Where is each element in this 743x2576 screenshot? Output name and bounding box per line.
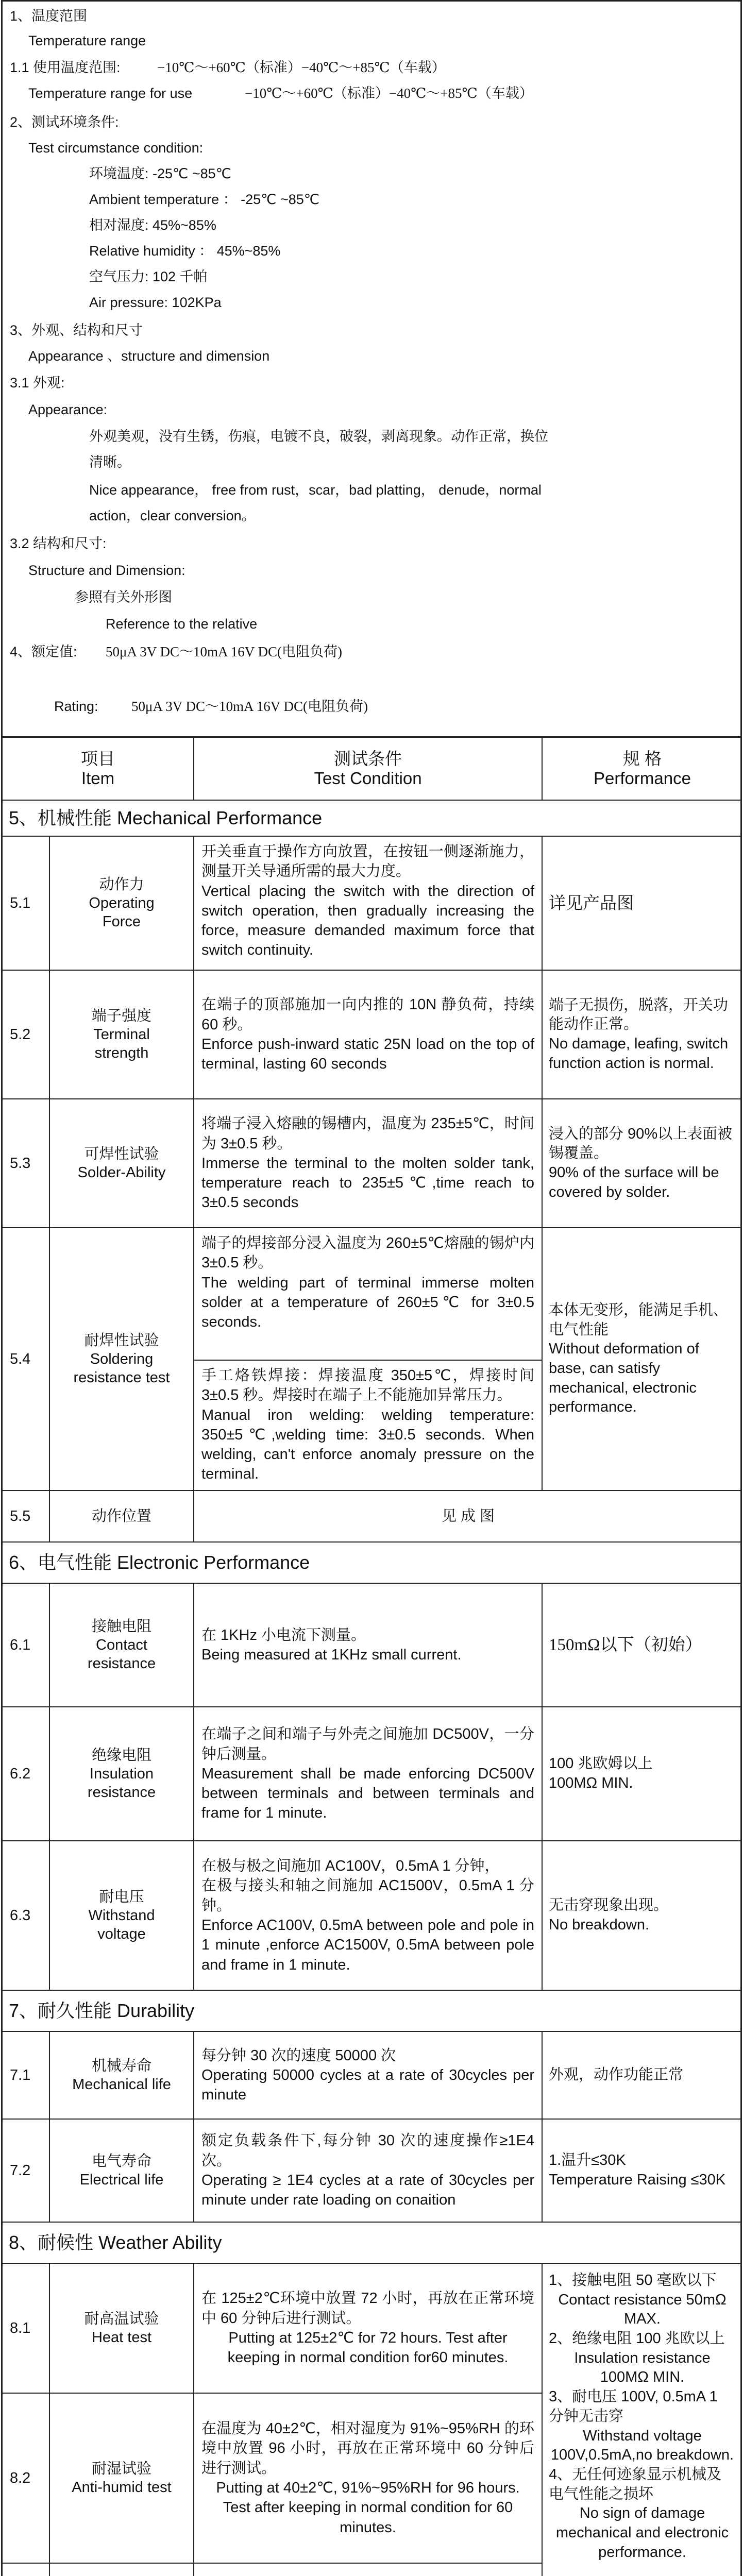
header-item-cn: 项目 [81, 749, 115, 769]
performance-withstand: 3、耐电压 100V, 0.5mA 1 分钟无击穿 [549, 2388, 718, 2425]
condition-cell [194, 2394, 542, 2563]
item-en: Anti-humid test [72, 2479, 172, 2496]
item-cell [50, 1707, 193, 1840]
item-cn: 耐湿试验 [91, 2460, 151, 2477]
table-row-5-3 [3, 1098, 740, 1227]
rating-value: 50μA 3V DC～10mA 16V DC(电阻负荷) [131, 699, 368, 714]
item-en-2: Force [102, 913, 141, 930]
table-row-7-2 [3, 2119, 740, 2222]
condition-en: Enforce push-inward static 25N load on the top of terminal, lasting 60 seconds [201, 1036, 534, 1073]
item-cell [50, 971, 193, 1098]
item-en-2: resistance [87, 1655, 156, 1672]
performance-en: No breakdown. [549, 1917, 650, 1933]
performance-cell [543, 1584, 742, 1706]
performance-cell [543, 1228, 742, 1490]
performance-cell [543, 1841, 742, 1990]
condition-en: Manual iron welding: welding temperature: 350±5℃,welding time: 3±0.5 seconds. When welding, can't enforce anomaly pressure on the terminal. [201, 1406, 534, 1483]
condition-en: Operating 50000 cycles at a rate of 30cycles per minute [201, 2066, 534, 2104]
condition-text: 见 成 图 [441, 1507, 495, 1524]
section-3-english: Appearance 、structure and dimension [28, 348, 270, 364]
item-cell [50, 1491, 193, 1541]
table-row-8-2 [3, 2393, 542, 2563]
item-en-1: Operating [89, 894, 155, 911]
table-row-6-3 [3, 1840, 740, 1990]
section-5-heading: 5、机械性能 Mechanical Performance [3, 800, 740, 836]
header-condition-en: Test Condition [314, 769, 422, 788]
performance-text: 外观，动作功能正常 [549, 2066, 684, 2083]
section-1-title: 1、温度范围 [10, 8, 88, 24]
table-row-6-1 [3, 1583, 740, 1706]
section-8-heading: 8、耐候性 Weather Ability [3, 2222, 740, 2263]
header-item [3, 738, 193, 800]
performance-cn: 无击穿现象出现。 [549, 1897, 669, 1914]
row-number [3, 2564, 49, 2576]
ambient-temp: Ambient temperature ： -25℃ ~85℃ [89, 192, 320, 207]
performance-text: 详见产品图 [549, 893, 634, 912]
item-cell [50, 1228, 193, 1490]
table-row-8-1 [3, 2264, 542, 2393]
performance-cn: 1.温升≤30K [549, 2152, 626, 2169]
section-2-title: 2、测试环境条件: [10, 114, 119, 130]
condition-cell [194, 1099, 542, 1227]
condition-cell [194, 2032, 542, 2119]
performance-en: Temperature Raising ≤30K [549, 2172, 726, 2188]
appearance-en-line-2: action，clear conversion。 [89, 508, 256, 523]
condition-en: Being measured at 1KHz small current. [201, 1647, 462, 1663]
table-header [3, 738, 740, 800]
item-cn: 可焊性试验 [84, 1145, 159, 1162]
performance-cn: 浸入的部分 90%以上表面被锡覆盖。 [549, 1125, 733, 1162]
temp-range-use-en-label: Temperature range for use [28, 86, 193, 101]
condition-en: Putting at 40±2℃, 91%~95%RH for 96 hours. Test after keeping in normal condition for 60 minutes. [216, 2480, 520, 2536]
structure-reference-cn: 参照有关外形图 [75, 589, 172, 605]
item-en-1: Insulation [89, 1765, 154, 1782]
row-number: 5.3 [10, 1155, 31, 1172]
performance-cell [543, 971, 742, 1098]
item-cn: 接触电阻 [91, 1618, 151, 1635]
row-number: 6.2 [10, 1765, 31, 1782]
condition-cn: 在 1KHz 小电流下测量。 [201, 1626, 366, 1643]
performance-cn: 100 兆欧姆以上 [549, 1755, 653, 1772]
performance-no-damage-en: No sign of damage mechanical and electronic performance. [555, 2505, 729, 2561]
performance-cell [543, 1099, 742, 1227]
header-performance [543, 738, 742, 800]
item-cell [50, 1841, 193, 1990]
condition-cell [194, 1228, 542, 1490]
rating-label: Rating: [54, 699, 98, 714]
item-cn: 耐焊性试验 [84, 1332, 159, 1349]
item-en: Solder-Ability [77, 1164, 166, 1181]
performance-contact-en: Contact resistance 50mΩ MAX. [558, 2291, 727, 2328]
condition-immersion [194, 1228, 542, 1360]
row-number: 8.1 [10, 2319, 31, 2336]
item-cn: 动作位置 [91, 1507, 151, 1524]
item-en-2: voltage [97, 1926, 146, 1943]
performance-no-damage: 4、无任何迹象显示机械及电气性能之损坏 [549, 2466, 722, 2502]
condition-cell [194, 2120, 542, 2222]
row-number: 5.2 [10, 1026, 31, 1043]
table-row-6-2 [3, 1706, 740, 1840]
spec-intro-box [1, 0, 742, 738]
row-number: 5.1 [10, 894, 31, 911]
condition-cn-1: 在极与极之间施加 AC100V，0.5mA 1 分钟， [201, 1858, 500, 1875]
item-en-1: Withstand [88, 1907, 155, 1924]
condition-manual-iron [194, 1360, 542, 1491]
performance-text: 150mΩ以下（初始） [549, 1635, 702, 1654]
row-number: 5.5 [10, 1507, 31, 1524]
item-cell [50, 2032, 193, 2119]
header-performance-cn: 规 格 [622, 749, 662, 769]
env-temp: 环境温度: -25℃ ~85℃ [89, 166, 231, 181]
condition-cn: 端子的焊接部分浸入温度为 260±5℃熔融的锡炉内 3±0.5 秒。 [201, 1235, 534, 1272]
condition-cn: 在端子之间和端子与外壳之间施加 DC500V，一分钟后测量。 [201, 1726, 534, 1762]
condition-cell [194, 1841, 542, 1990]
condition-cn: 在端子的顶部施加一向内推的 10N 静负荷，持续 60 秒。 [201, 996, 534, 1033]
table-row-5-4 [3, 1227, 740, 1490]
structure-reference-en: Reference to the relative [106, 616, 258, 632]
row-number: 7.2 [10, 2162, 31, 2179]
condition-en: Immerse the terminal to the molten solder tank, temperature reach to 235±5℃,time reach to 3±0.5 seconds [201, 1155, 534, 1211]
table-row-7-1 [3, 2031, 740, 2119]
condition-en: Operating ≥ 1E4 cycles at a rate of 30cycles per minute under rate loading on conaition [201, 2172, 534, 2209]
table-row-5-2 [3, 970, 740, 1098]
performance-cn: 本体无变形，能满足手机、电气性能 [549, 1301, 729, 1338]
item-cn: 端子强度 [91, 1007, 151, 1024]
item-cell [50, 2564, 193, 2576]
section-4-title: 4、额定值: [10, 644, 77, 659]
performance-insulation-en: Insulation resistance 100MΩ MIN. [574, 2349, 711, 2386]
section-2-english: Test circumstance condition: [28, 140, 204, 156]
performance-en: Without deformation of base, can satisfy mechanical, electronic performance. [549, 1341, 699, 1416]
item-cell [50, 1099, 193, 1227]
section-1-english: Temperature range [28, 33, 146, 48]
performance-contact: 1、接触电阻 50 毫欧以下 [549, 2272, 717, 2289]
condition-cn: 在温度为 40±2℃，相对湿度为 91%~95%RH 的环境中放置 96 小时，再放在正常环境中 60 分钟后进行测试。 [201, 2420, 534, 2477]
item-en-1: Terminal [93, 1026, 150, 1043]
condition-cell [194, 2564, 542, 2576]
performance-table [1, 738, 742, 2576]
item-cn: 耐高温试验 [84, 2310, 159, 2327]
performance-cn: 端子无损伤，脱落，开关功能动作正常。 [549, 996, 729, 1033]
performance-en: 90% of the surface will be covered by solder. [549, 1164, 719, 1200]
condition-en: Vertical placing the switch with the direction of switch operation, then gradually increasing the force, measure demanded maximum force that switch continuity. [201, 883, 534, 959]
performance-withstand-en: Withstand voltage 100V,0.5mA,no breakdown. [550, 2427, 734, 2464]
appearance-cn-line-2: 清晰。 [89, 454, 131, 470]
condition-cell [194, 2264, 542, 2393]
item-cn: 机械寿命 [91, 2057, 151, 2074]
rating-value-cn: 50μA 3V DC～10mA 16V DC(电阻负荷) [106, 644, 343, 659]
table-row-5-1 [3, 836, 740, 970]
condition-en: The welding part of terminal immerse molten solder at a temperature of 260±5℃ for 3±0.5 seconds. [201, 1274, 534, 1331]
condition-cell [194, 971, 542, 1098]
item-cell [50, 837, 193, 970]
table-row-8-3 [3, 2563, 542, 2576]
item-en: Mechanical life [72, 2076, 171, 2093]
section-3-2-title: 3.2 结构和尺寸: [10, 536, 107, 551]
performance-en: No damage, leafing, switch function action is normal. [549, 1036, 729, 1072]
condition-cell [194, 837, 542, 970]
item-en: Electrical life [79, 2172, 164, 2188]
performance-cell [543, 837, 742, 970]
appearance-cn-line-1: 外观美观，没有生锈，伤痕，电镀不良，破裂，剥离现象。动作正常，换位 [89, 429, 548, 444]
item-en-2: resistance [87, 1784, 156, 1801]
temp-range-use-value: −10℃～+60℃（标准）−40℃～+85℃（车载） [157, 60, 446, 75]
performance-insulation: 2、绝缘电阻 100 兆欧以上 [549, 2330, 725, 2347]
air-pressure-cn: 空气压力: 102 千帕 [89, 269, 208, 284]
temp-range-use-label: 1.1 使用温度范围: [10, 60, 121, 75]
weather-tests-block [3, 2263, 740, 2576]
section-3-2-english: Structure and Dimension: [28, 563, 185, 578]
performance-cell [543, 2032, 742, 2119]
item-cell [50, 2120, 193, 2222]
weather-tests-left [3, 2264, 542, 2576]
condition-cell [194, 1584, 542, 1706]
condition-cn: 开关垂直于操作方向放置，在按钮一侧逐渐施力，测量开关导通所需的最大力度。 [201, 843, 534, 880]
weather-performance-cell [543, 2264, 742, 2576]
condition-cn: 在 125±2℃环境中放置 72 小时，再放在正常环境中 60 分钟后进行测试。 [201, 2290, 534, 2327]
performance-cell [543, 1707, 742, 1840]
row-number: 5.4 [10, 1350, 31, 1367]
air-pressure-en: Air pressure: 102KPa [89, 295, 222, 310]
section-3-1-english: Appearance: [28, 402, 108, 417]
condition-cn: 手工烙铁焊接：焊接温度 350±5℃，焊接时间 3±0.5 秒。焊接时在端子上不能施加异常压力。 [201, 1367, 534, 1404]
table-row-5-5 [3, 1490, 740, 1541]
relative-humidity-en: Relative humidity ： 45%~85% [89, 243, 281, 259]
section-3-title: 3、外观、结构和尺寸 [10, 323, 143, 338]
relative-humidity-cn: 相对湿度: 45%~85% [89, 217, 216, 233]
performance-cell [543, 2120, 742, 2222]
item-en-1: Soldering [90, 1350, 154, 1367]
item-cn: 绝缘电阻 [91, 1747, 151, 1764]
header-condition-cn: 测试条件 [334, 749, 402, 769]
condition-cn: 额定负载条件下,每分钟 30 次的速度操作≥1E4 次。 [201, 2132, 534, 2169]
appearance-en-line-1: Nice appearance， free from rust，scar，bad platting， denude，normal [89, 482, 542, 498]
header-condition [194, 738, 542, 800]
item-en: Heat test [91, 2329, 152, 2346]
condition-cn: 将端子浸入熔融的锡槽内，温度为 235±5℃，时间为 3±0.5 秒。 [201, 1115, 534, 1152]
temp-range-use-en-value: −10℃～+60℃（标准）−40℃～+85℃（车载） [245, 86, 533, 101]
condition-cell [194, 1707, 542, 1840]
item-cell [50, 1584, 193, 1706]
condition-cell [194, 1491, 742, 1541]
row-number: 6.1 [10, 1636, 31, 1653]
item-cell [50, 2394, 193, 2563]
item-cell [50, 2264, 193, 2393]
header-item-en: Item [81, 769, 115, 788]
performance-en: 100MΩ MIN. [549, 1775, 633, 1791]
header-performance-en: Performance [594, 769, 691, 788]
item-en-2: resistance test [73, 1369, 170, 1386]
condition-cn: 每分钟 30 次的速度 50000 次 [201, 2047, 396, 2064]
condition-en: Enforce AC100V, 0.5mA between pole and pole in 1 minute ,enforce AC1500V, 0.5mA between pole and frame in 1 minute. [201, 1917, 534, 1973]
section-3-1-title: 3.1 外观: [10, 375, 65, 391]
condition-en: Measurement shall be made enforcing DC500V between terminals and between terminals and frame for 1 minute. [201, 1765, 534, 1822]
section-6-heading: 6、电气性能 Electronic Performance [3, 1541, 740, 1583]
item-en-1: Contact [96, 1636, 147, 1653]
condition-en: Putting at 125±2℃ for 72 hours. Test after keeping in normal condition for60 minutes. [227, 2330, 509, 2366]
item-en-2: strength [94, 1045, 149, 1062]
item-cn: 电气寿命 [91, 2153, 151, 2170]
item-cn: 耐电压 [99, 1888, 144, 1905]
condition-cn-2: 在极与接头和轴之间施加 AC1500V，0.5mA 1 分钟。 [201, 1877, 534, 1914]
row-number: 8.2 [10, 2469, 31, 2486]
row-number: 7.1 [10, 2066, 31, 2083]
item-cn: 动作力 [99, 876, 144, 893]
row-number: 6.3 [10, 1907, 31, 1924]
section-7-heading: 7、耐久性能 Durability [3, 1990, 740, 2031]
